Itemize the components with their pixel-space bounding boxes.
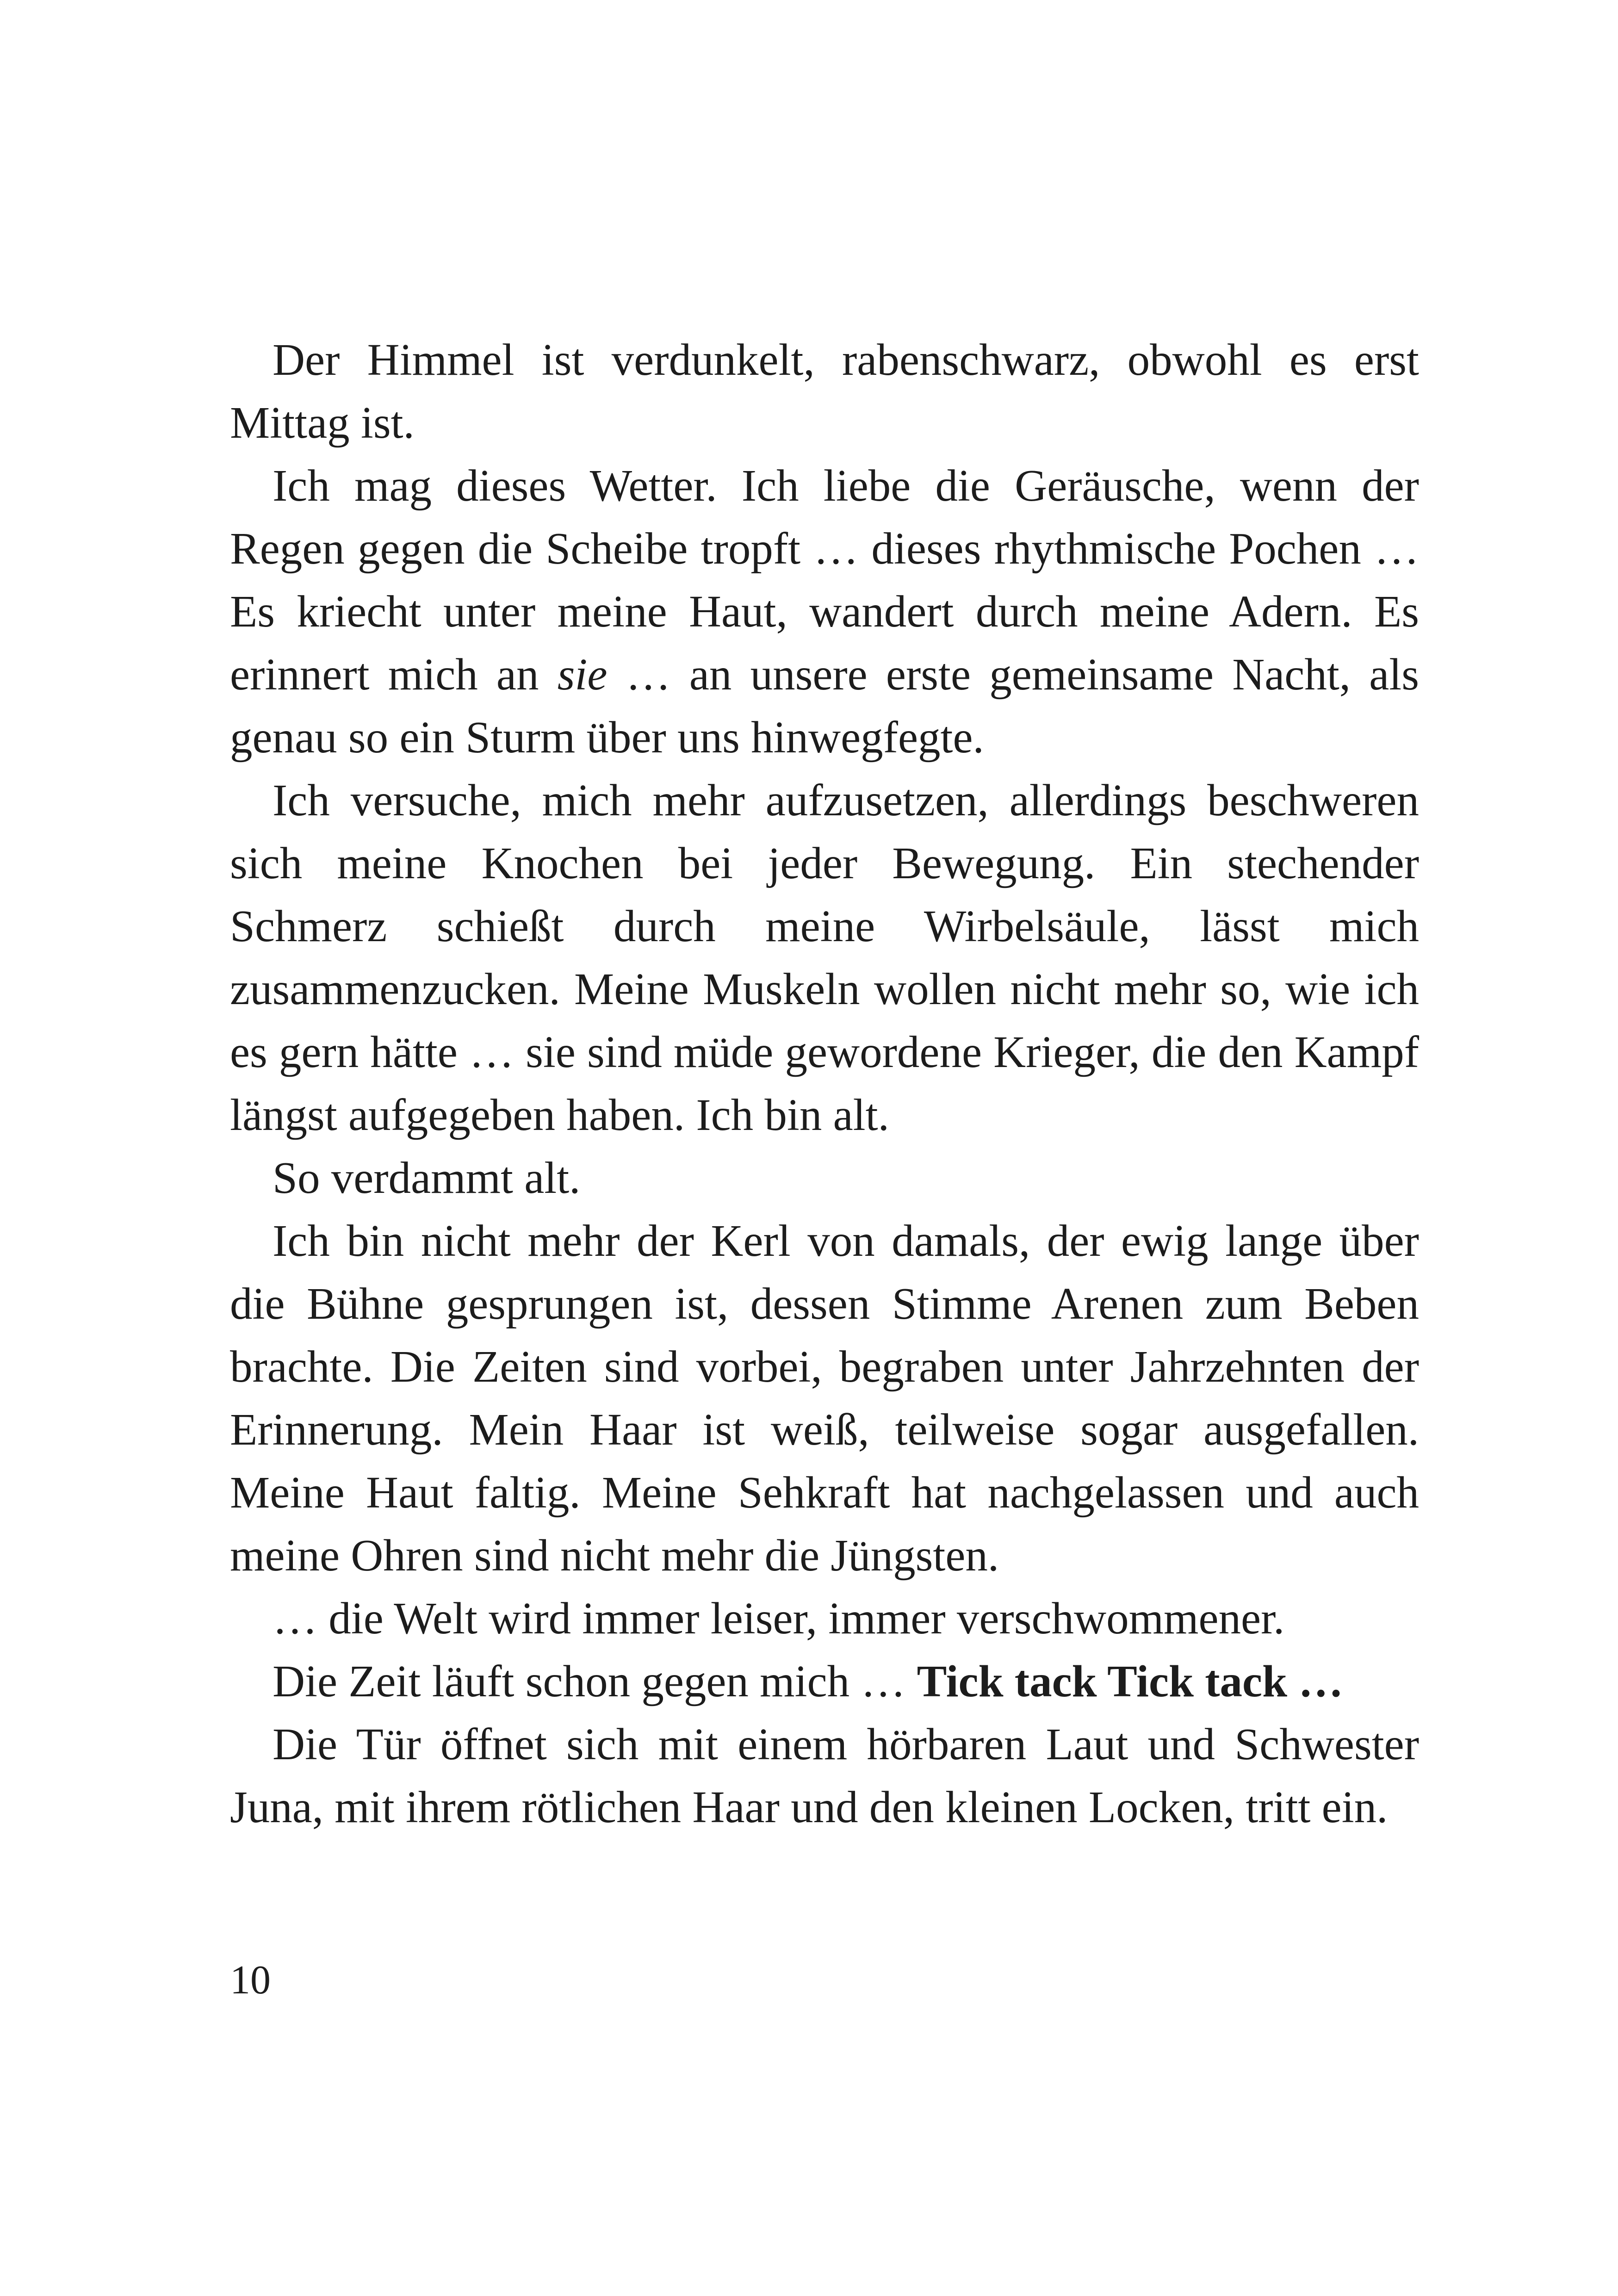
paragraph xyxy=(230,1587,1419,1650)
bold-text: Tick tack Tick tack … xyxy=(917,1657,1344,1706)
text-run: Der Himmel ist verdunkelt, rabenschwarz, obwohl es erst Mittag ist. xyxy=(230,335,1419,447)
body-text xyxy=(230,329,1419,1839)
paragraph xyxy=(230,329,1419,454)
text-run: … die Welt wird immer leiser, immer verschwommener. xyxy=(273,1594,1285,1643)
text-run: So verdammt alt. xyxy=(273,1153,581,1203)
paragraph xyxy=(230,769,1419,1147)
emphasis-text: sie xyxy=(557,650,608,699)
paragraph xyxy=(230,1210,1419,1587)
text-run: Ich versuche, mich mehr aufzusetzen, allerdings beschweren sich meine Knochen bei jeder Bewegung. Ein stechender Schmerz schießt durch meine Wirbelsäule, lässt mich zusammenzucken. Meine Muskeln wollen nicht mehr so, wie ich es gern hätte … sie sind müde gewordene Krieger, die den Kampf längst aufgegeben haben. Ich bin alt. xyxy=(230,776,1419,1140)
paragraph xyxy=(230,1713,1419,1839)
paragraph xyxy=(230,454,1419,769)
text-run: Die Tür öffnet sich mit einem hörbaren Laut und Schwester Juna, mit ihrem rötlichen Haar und den kleinen Locken, tritt ein. xyxy=(230,1719,1419,1832)
paragraph xyxy=(230,1650,1419,1713)
page-number: 10 xyxy=(230,1958,271,2003)
text-run: … an unsere erste gemeinsame Nacht, als genau so ein Sturm über uns hinwegfegte. xyxy=(230,650,1419,762)
paragraph xyxy=(230,1147,1419,1210)
text-run: Die Zeit läuft schon gegen mich … xyxy=(273,1657,917,1706)
text-run: Ich bin nicht mehr der Kerl von damals, der ewig lange über die Bühne gesprungen ist, dessen Stimme Arenen zum Beben brachte. Die Zeiten sind vorbei, begraben unter Jahrzehnten der Erinnerung. Mein Haar ist weiß, teilweise sogar ausgefallen. Meine Haut faltig. Meine Sehkraft hat nachgelassen und auch meine Ohren sind nicht mehr die Jüngsten. xyxy=(230,1216,1419,1580)
text-run: Ich mag dieses Wetter. Ich liebe die Geräusche, wenn der Regen gegen die Scheibe tropft … dieses rhythmische Pochen … Es kriecht unter meine Haut, wandert durch meine Adern. Es erinnert mich an xyxy=(230,461,1419,699)
